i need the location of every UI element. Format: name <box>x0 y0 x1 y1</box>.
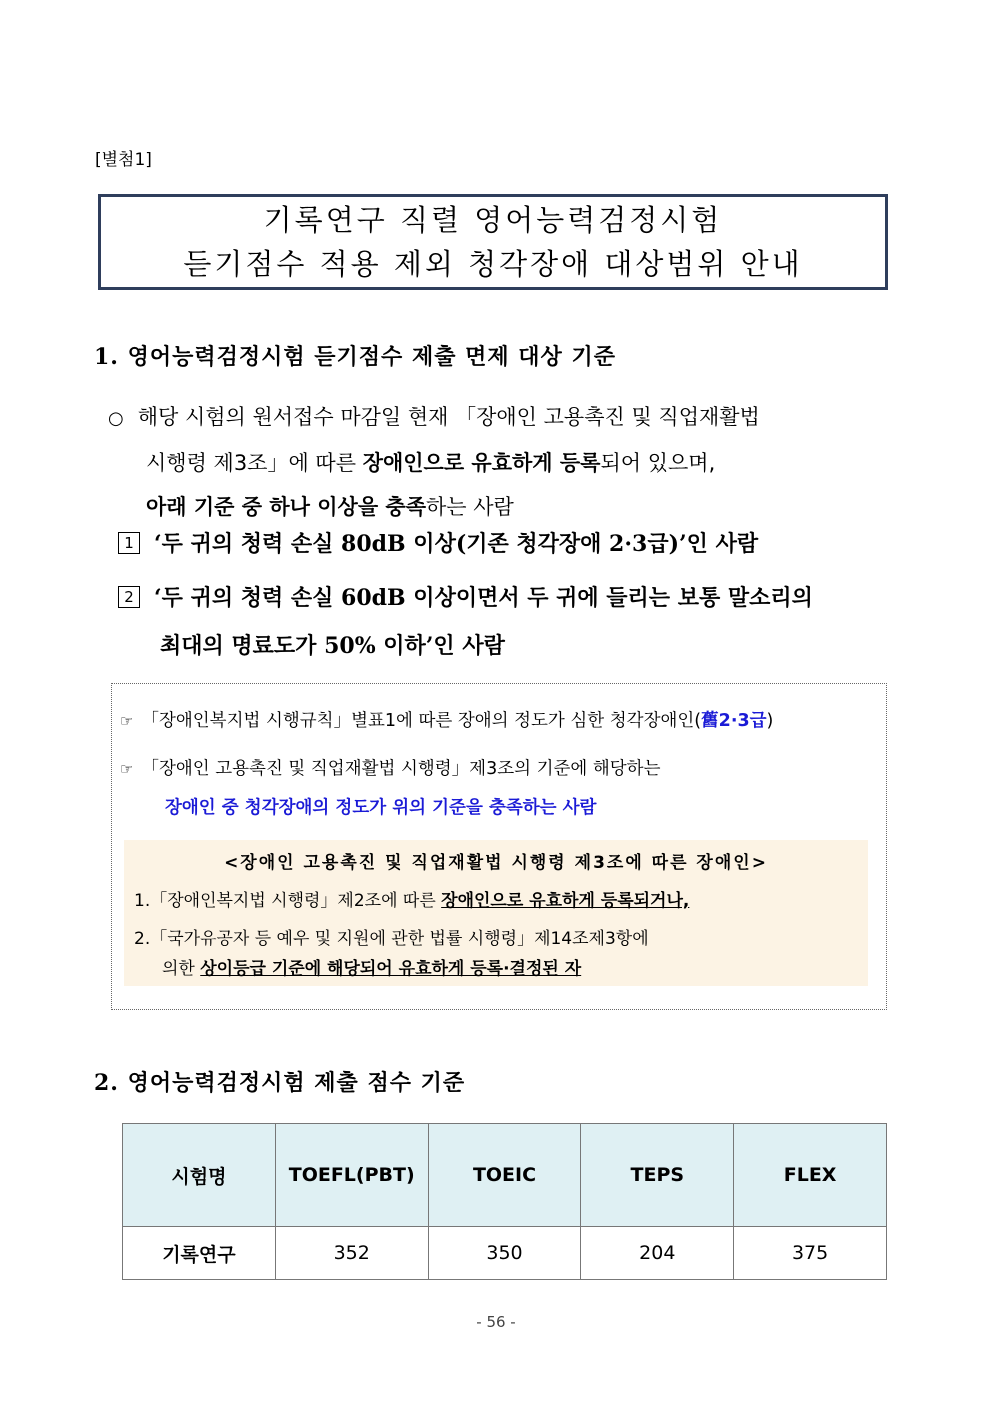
law-excerpt-box <box>124 840 868 986</box>
law-text-3b: 상이등급 기준에 해당되어 유효하게 등록·결정된 자 <box>200 959 582 979</box>
header-toefl: TOEFL(PBT) <box>275 1124 428 1227</box>
law-text-1a: 1.「장애인복지법 시행령」제2조에 따른 <box>134 891 442 911</box>
pointing-hand-icon: ☞ <box>120 712 134 730</box>
law-text-3a: 의한 <box>162 959 201 979</box>
law-excerpt-line-2: 2.「국가유공자 등 예우 및 지원에 관한 법률 시행령」제14조제3항에 <box>134 929 649 949</box>
header-teps: TEPS <box>581 1124 734 1227</box>
table-header-row <box>123 1124 887 1227</box>
law-excerpt-line-3 <box>162 954 581 979</box>
toefl-score: 352 <box>275 1227 428 1280</box>
toeic-score: 350 <box>428 1227 581 1280</box>
title-box <box>98 194 888 290</box>
law-text-1b: 장애인으로 유효하게 등록되거나, <box>441 891 690 911</box>
table-row <box>123 1227 887 1280</box>
note-text-1b: 舊2·3급 <box>701 711 767 731</box>
score-table <box>122 1123 887 1280</box>
criteria-text-1: 해당 시험의 원서접수 마감일 현재 「장애인 고용촉진 및 직업재활법 <box>137 405 760 429</box>
header-toeic: TOEIC <box>428 1124 581 1227</box>
flex-score: 375 <box>734 1227 887 1280</box>
header-flex: FLEX <box>734 1124 887 1227</box>
item-number-box: 1 <box>118 532 140 554</box>
criteria-text-2a: 시행령 제3조」에 따른 <box>146 451 363 475</box>
section2-heading: 2. 영어능력검정시험 제출 점수 기준 <box>94 1070 466 1096</box>
row-label: 기록연구 <box>123 1227 276 1280</box>
teps-score: 204 <box>581 1227 734 1280</box>
criteria-text-3a: 아래 기준 중 하나 이상을 충족 <box>146 495 426 519</box>
criteria-paragraph <box>108 395 908 529</box>
header-exam-name: 시험명 <box>123 1124 276 1227</box>
criteria-text-2b: 장애인으로 유효하게 등록 <box>362 451 601 475</box>
criteria-line-2 <box>108 441 908 485</box>
note-line-3 <box>165 794 596 819</box>
note-line-2 <box>120 755 661 780</box>
criterion-item-2 <box>118 574 813 670</box>
criteria-text-2c: 되어 있으며, <box>600 451 716 475</box>
criterion-item-1 <box>118 520 758 568</box>
criterion-text: ‘두 귀의 청력 손실 80dB 이상(기존 청각장애 2·3급)’인 사람 <box>154 531 759 557</box>
page-number: - 56 - <box>476 1313 516 1331</box>
law-excerpt-line-1 <box>134 886 689 911</box>
note-text-3: 장애인 중 청각장애의 정도가 위의 기준을 충족하는 사람 <box>165 798 597 818</box>
law-excerpt-title: <장애인 고용촉진 및 직업재활법 시행령 제3조에 따른 장애인> <box>224 853 768 873</box>
note-text-1a: 「장애인복지법 시행규칙」별표1에 따른 장애의 정도가 심한 청각장애인( <box>141 711 702 731</box>
criterion-text-a: ‘두 귀의 청력 손실 60dB 이상이면서 두 귀에 들리는 보통 말소리의 <box>154 585 813 611</box>
note-text-1c: ) <box>766 711 774 731</box>
bullet-circle: ○ <box>108 408 124 429</box>
pointing-hand-icon: ☞ <box>120 760 134 778</box>
criterion-text-b: 최대의 명료도가 50% 이하’인 사람 <box>160 633 505 659</box>
item-number-box: 2 <box>118 586 140 608</box>
title-line-1: 기록연구 직렬 영어능력검정시험 <box>263 203 723 237</box>
criteria-text-3b: 하는 사람 <box>426 495 514 519</box>
note-text-2: 「장애인 고용촉진 및 직업재활법 시행령」제3조의 기준에 해당하는 <box>141 759 661 779</box>
attachment-label: [별첨1] <box>95 150 152 170</box>
criteria-line-1 <box>108 395 908 441</box>
title-line-2: 듣기점수 적용 제외 청각장애 대상범위 안내 <box>183 247 803 281</box>
section1-heading: 1. 영어능력검정시험 듣기점수 제출 면제 대상 기준 <box>94 344 616 370</box>
note-line-1 <box>120 707 773 732</box>
